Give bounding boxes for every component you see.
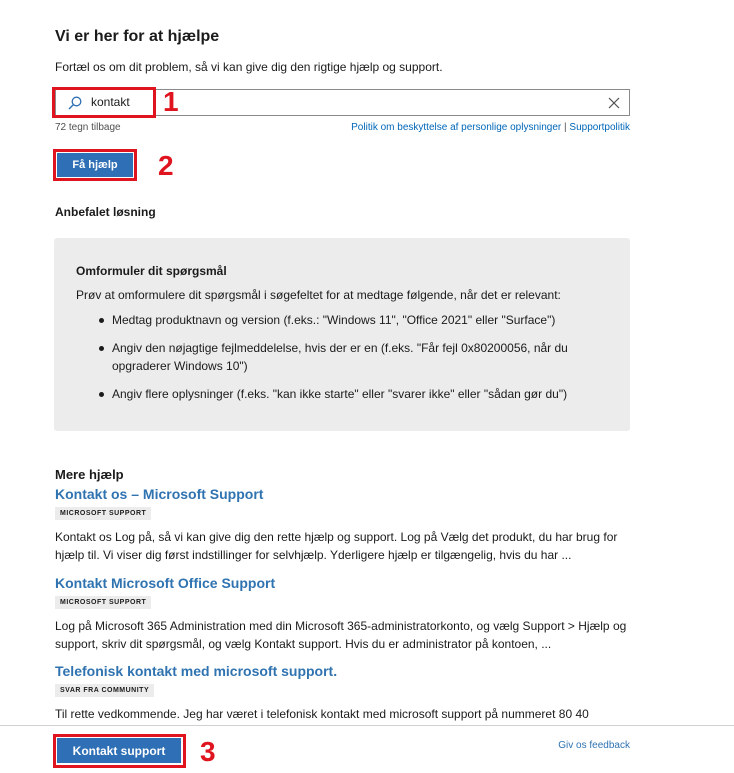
- list-item: Angiv flere oplysninger (f.eks. "kan ikke starte" eller "svarer ikke" eller "sådan gør du"): [99, 385, 599, 403]
- tips-list: [99, 311, 599, 413]
- result-title-link[interactable]: Kontakt Microsoft Office Support: [55, 575, 276, 591]
- close-icon[interactable]: [608, 97, 620, 109]
- result-title-link[interactable]: Kontakt os – Microsoft Support: [55, 486, 264, 502]
- get-help-button[interactable]: Få hjælp: [57, 153, 133, 177]
- result-item: [55, 663, 635, 723]
- recommended-heading: Anbefalet løsning: [55, 205, 156, 219]
- footer-bar: [0, 725, 734, 773]
- source-badge: SVAR FRA COMMUNITY: [55, 684, 154, 697]
- privacy-policy-link[interactable]: Politik om beskyttelse af personlige oplysninger: [351, 122, 562, 133]
- recommended-panel: [54, 238, 630, 431]
- result-snippet: Til rette vedkommende. Jeg har været i telefonisk kontakt med microsoft support på nummeret 80 40: [55, 707, 589, 721]
- contact-support-button[interactable]: Kontakt support: [57, 738, 181, 763]
- source-badge: MICROSOFT SUPPORT: [55, 507, 151, 520]
- annotation-box-contact: [53, 734, 186, 768]
- page-title: Vi er her for at hjælpe: [55, 28, 220, 45]
- panel-title: Omformuler dit spørgsmål: [76, 264, 227, 278]
- list-item: Angiv den nøjagtige fejlmeddelelse, hvis der er en (f.eks. "Får fejl 0x80200056, når du opgraderer Windows 10"): [99, 339, 599, 375]
- result-snippet: Log på Microsoft 365 Administration med din Microsoft 365-administratorkonto, og vælg Support > Hjælp og support, skriv dit spørgsmål, og vælg Kontakt support. Hvis du er administrator på kontoen, ...: [55, 619, 627, 651]
- annotation-box-search: [52, 87, 156, 118]
- annotation-number-1: 1: [163, 86, 179, 117]
- support-policy-link[interactable]: Supportpolitik: [569, 122, 630, 133]
- result-snippet: Kontakt os Log på, så vi kan give dig den rette hjælp og support. Log på Vælg det produkt, du har brug for hjælp til. Vi viser dig først indstillinger for selvhjælp. Yderligere hjælp er tilgængelig, hvis du har ...: [55, 530, 618, 562]
- more-help-heading: Mere hjælp: [55, 467, 124, 482]
- result-item: [55, 575, 635, 653]
- feedback-link[interactable]: Giv os feedback: [558, 740, 630, 751]
- annotation-box-get-help: [53, 149, 137, 181]
- result-item: [55, 486, 635, 564]
- page-subtitle: Fortæl os om dit problem, så vi kan give dig den rigtige hjælp og support.: [55, 60, 443, 74]
- policy-separator: |: [561, 122, 570, 133]
- source-badge: MICROSOFT SUPPORT: [55, 596, 151, 609]
- annotation-number-3: 3: [200, 736, 216, 767]
- char-count: 72 tegn tilbage: [55, 122, 121, 133]
- search-value[interactable]: kontakt: [91, 95, 130, 109]
- policy-links: [351, 122, 630, 133]
- list-item: Medtag produktnavn og version (f.eks.: "Windows 11", "Office 2021" eller "Surface"): [99, 311, 599, 329]
- result-title-link[interactable]: Telefonisk kontakt med microsoft support.: [55, 663, 338, 679]
- annotation-number-2: 2: [158, 150, 174, 181]
- panel-intro: Prøv at omformulere dit spørgsmål i søgefeltet for at medtage følgende, når det er relevant:: [76, 288, 561, 302]
